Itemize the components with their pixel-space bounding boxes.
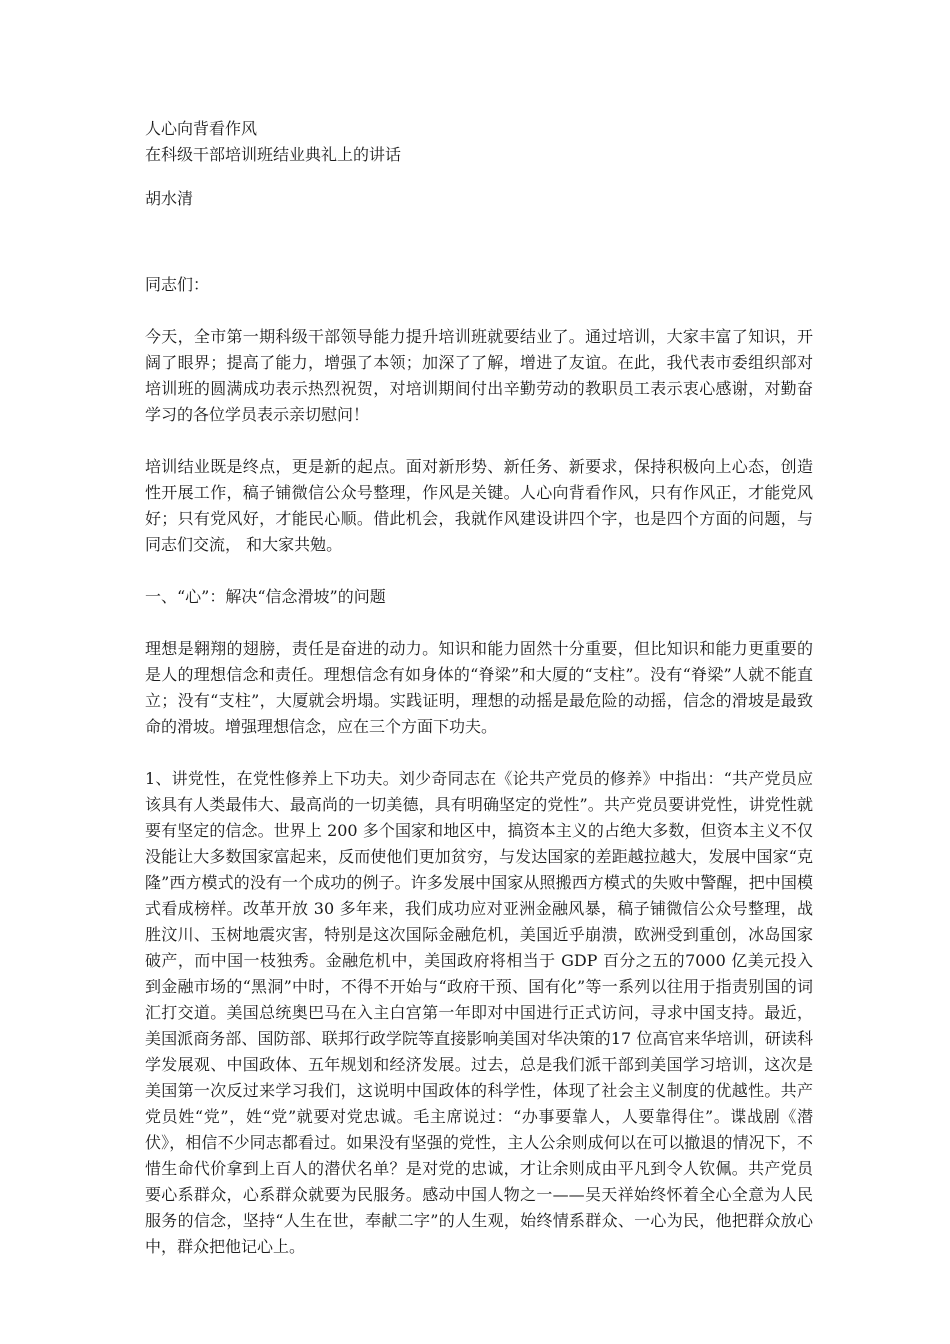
paragraph-intro: 培训结业既是终点，更是新的起点。面对新形势、新任务、新要求，保持积极向上心态，创造性开展工作，稿子铺微信公众号整理，作风是关键。人心向背看作风，只有作风正，才能党风好；只有党风好，才能民心顺。借此机会，我就作风建设讲四个字，也是四个方面的问题，与同志们交流， 和大家共勉。 [145, 457, 813, 554]
document-page [145, 116, 813, 1260]
paragraph-opening: 今天，全市第一期科级干部领导能力提升培训班就要结业了。通过培训，大家丰富了知识，开阔了眼界；提高了能力，增强了本领；加深了了解，增进了友谊。在此，我代表市委组织部对培训班的圆满成功表示热烈祝贺，对培训期间付出辛勤劳动的教职员工表示衷心感谢，对勤奋学习的各位学员表示亲切慰问！ [145, 327, 813, 424]
document-subtitle: 在科级干部培训班结业典礼上的讲话 [145, 145, 402, 164]
paragraph-ideals: 理想是翱翔的翅膀，责任是奋进的动力。知识和能力固然十分重要，但比知识和能力更重要的是人的理想信念和责任。理想信念有如身体的“脊梁”和大厦的“支柱”。没有“脊梁”人就不能直立；没有“支柱”，大厦就会坍塌。实践证明，理想的动摇是最危险的动摇，信念的滑坡是最致命的滑坡。增强理想信念，应在三个方面下功夫。 [145, 639, 813, 736]
paragraph-party-spirit: 1、讲党性，在党性修养上下功夫。刘少奇同志在《论共产党员的修养》中指出：“共产党员应该具有人类最伟大、最高尚的一切美德，具有明确坚定的党性”。共产党员要讲党性，讲党性就要有坚定的信念。世界上 200 多个国家和地区中，搞资本主义的占绝大多数，但资本主义不仅没能让大多数国家富起来，反而使他们更加贫穷，与发达国家的差距越拉越大，发展中国家“克隆”西方模式的没有一个成功的例子。许多发展中国家从照搬西方模式的失败中警醒，把中国模式看成榜样。改革开放 30 多年来，我们成功应对亚洲金融风暴，稿子铺微信公众号整理，战胜汶川、玉树地震灾害，特别是这次国际金融危机，美国近乎崩溃，欧洲受到重创，冰岛国家破产，而中国一枝独秀。金融危机中，美国政府将相当于 GDP 百分之五的7000 亿美元投入到金融市场的“黑洞”中时，不得不开始与“政府干预、国有化”等一系列以往用于指责别国的词汇打交道。美国总统奥巴马在入主白宫第一年即对中国进行正式访问，寻求中国支持。最近，美国派商务部、国防部、联邦行政学院等直接影响美国对华决策的17 位高官来华培训，研读科学发展观、中国政体、五年规划和经济发展。过去，总是我们派干部到美国学习培训，这次是美国第一次反过来学习我们，这说明中国政体的科学性，体现了社会主义制度的优越性。共产党员姓“党”，姓“党”就要对党忠诚。毛主席说过：“办事要靠人，人要靠得住”。谍战剧《潜伏》，相信不少同志都看过。如果没有坚强的党性，主人公余则成何以在可以撤退的情况下，不惜生命代价拿到上百人的潜伏名单？是对党的忠诚，才让余则成由平凡到令人钦佩。共产党员要心系群众，心系群众就要为民服务。感动中国人物之一——吴天祥始终怀着全心全意为人民服务的信念，坚持“人生在世，奉献二字”的人生观，始终情系群众、一心为民，他把群众放心中，群众把他记心上。 [145, 769, 813, 1256]
section-heading: 一、“心”：解决“信念滑坡”的问题 [145, 587, 386, 606]
document-title: 人心向背看作风 [145, 119, 258, 138]
salutation: 同志们： [145, 275, 210, 294]
document-author: 胡水清 [145, 189, 194, 208]
